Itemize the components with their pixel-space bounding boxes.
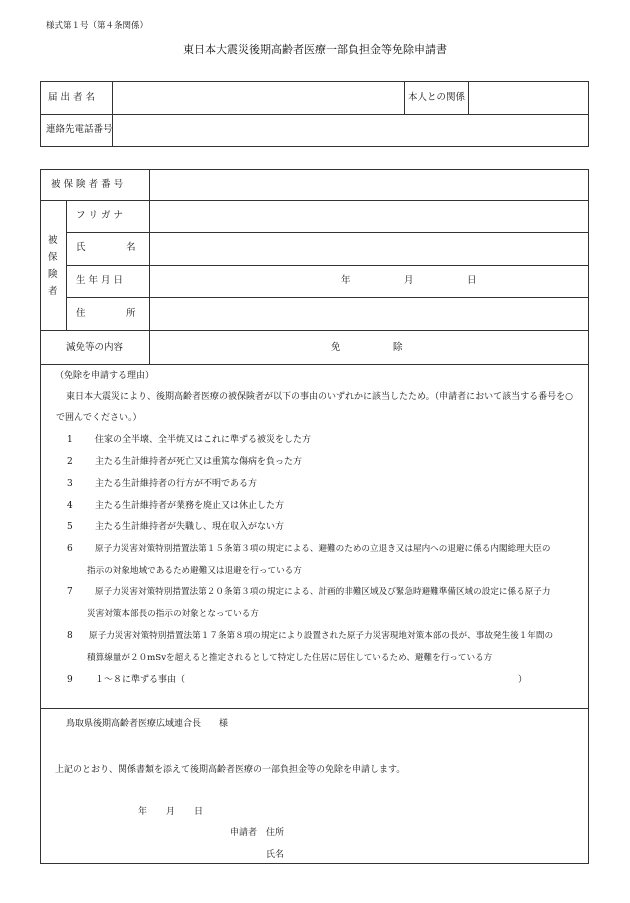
item-text: １～８に準ずる事由（ bbox=[95, 675, 186, 685]
item-number: 7 bbox=[67, 587, 73, 597]
relation-field[interactable] bbox=[470, 83, 586, 113]
item-text-line-2: 指示の対象地域であるため避難又は退避を行っている方 bbox=[87, 566, 302, 576]
insured-name-field[interactable] bbox=[151, 234, 586, 264]
other-reason-field[interactable] bbox=[190, 673, 515, 689]
item-number: 6 bbox=[67, 544, 73, 554]
insured-side-label-1: 被 bbox=[48, 235, 58, 246]
item-text-line-2: 積算線量が２０mSvを超えると推定されるとして特定した住居に居住しているため、避難を行っている方 bbox=[87, 653, 493, 663]
item-text: 主たる生計維持者の行方が不明である方 bbox=[95, 479, 258, 489]
item-number: 1 bbox=[67, 435, 73, 445]
item-text-line-2: 災害対策本部長の指示の対象となっている方 bbox=[87, 609, 259, 619]
applicant-label: 申請者 bbox=[230, 828, 258, 838]
reason-heading: （免除を申請する理由） bbox=[55, 371, 155, 381]
date-day: 日 bbox=[194, 807, 204, 817]
date-month: 月 bbox=[166, 807, 176, 817]
reason-intro-line-1: 東日本大震災により、後期高齢者医療の被保険者が以下の事由のいずれかに該当したため。（申請者において該当する番号を○ bbox=[66, 392, 573, 402]
furigana-label: フ リ ガ ナ bbox=[76, 210, 124, 221]
insured-number-field[interactable] bbox=[151, 171, 586, 199]
item-close-paren: ） bbox=[518, 675, 528, 685]
item-text: 原子力災害対策特別措置法第２０条第３項の規定による、計画的非難区域及び緊急時避難準備区域の設定に係る原子力 bbox=[95, 587, 551, 597]
applicant-name-field[interactable] bbox=[114, 83, 402, 113]
applicant-address-field[interactable] bbox=[290, 825, 580, 841]
item-text: 原子力災害対策特別措置法第１５条第３項の規定による、避難のための立退き又は屋内への退避に係る内閣総理大臣の bbox=[95, 544, 551, 554]
insured-side-label-3: 険 bbox=[48, 269, 58, 280]
applicant-name-label: 届 出 者 名 bbox=[48, 92, 96, 103]
applicant-name-sign-field[interactable] bbox=[290, 847, 580, 861]
statement: 上記のとおり、関係書類を添えて後期高齢者医療の一部負担金等の免除を申請します。 bbox=[55, 765, 406, 775]
item-number: 5 bbox=[67, 522, 73, 532]
insured-number-label: 被 保 険 者 番 号 bbox=[51, 179, 124, 190]
item-number: 4 bbox=[67, 501, 73, 511]
insured-name-label-2: 名 bbox=[126, 242, 136, 253]
birth-day: 日 bbox=[467, 275, 477, 286]
item-number: 8 bbox=[67, 631, 73, 641]
birth-year: 年 bbox=[341, 275, 351, 286]
applicant-address-label: 住所 bbox=[266, 828, 285, 838]
reason-intro-line-2: で囲んでください。） bbox=[56, 413, 142, 423]
exemption-label: 減免等の内容 bbox=[66, 342, 124, 353]
furigana-field[interactable] bbox=[151, 202, 586, 231]
applicant-name-sign-label: 氏名 bbox=[266, 850, 285, 860]
insured-name-label-1: 氏 bbox=[76, 242, 86, 253]
birth-month: 月 bbox=[404, 275, 414, 286]
item-text: 原子力災害対策特別措置法第１７条第８項の規定により設置された原子力災害現地対策本部の長が、事故発生後１年間の bbox=[89, 631, 554, 641]
item-text: 主たる生計維持者が失職し、現在収入がない方 bbox=[95, 522, 285, 532]
date-year: 年 bbox=[138, 807, 148, 817]
item-number: 2 bbox=[67, 457, 73, 467]
insured-side-label-4: 者 bbox=[48, 286, 58, 297]
item-text: 主たる生計維持者が業務を廃止又は休止した方 bbox=[95, 501, 285, 511]
item-text: 住家の全半壊、全半焼又はこれに準ずる被災をした方 bbox=[95, 435, 312, 445]
item-text: 主たる生計維持者が死亡又は重篤な傷病を負った方 bbox=[95, 457, 303, 467]
relation-label: 本人との関係 bbox=[408, 92, 466, 103]
item-number: 9 bbox=[67, 675, 73, 685]
exemption-value-1: 免 bbox=[331, 342, 341, 353]
birth-label: 生 年 月 日 bbox=[76, 275, 124, 286]
item-number: 3 bbox=[67, 479, 73, 489]
addressee: 鳥取県後期高齢者医療広域連合長 様 bbox=[66, 719, 229, 729]
address-label-1: 住 bbox=[76, 308, 86, 319]
address-label-2: 所 bbox=[126, 308, 136, 319]
exemption-value-2: 除 bbox=[393, 342, 403, 353]
address-field[interactable] bbox=[151, 299, 586, 329]
form-number: 様式第１号（第４条関係） bbox=[46, 21, 149, 31]
insured-side-label-2: 保 bbox=[48, 252, 58, 263]
phone-field[interactable] bbox=[114, 116, 586, 145]
phone-label: 連絡先電話番号 bbox=[46, 124, 113, 135]
page-title: 東日本大震災後期高齢者医療一部負担金等免除申請書 bbox=[183, 43, 447, 56]
